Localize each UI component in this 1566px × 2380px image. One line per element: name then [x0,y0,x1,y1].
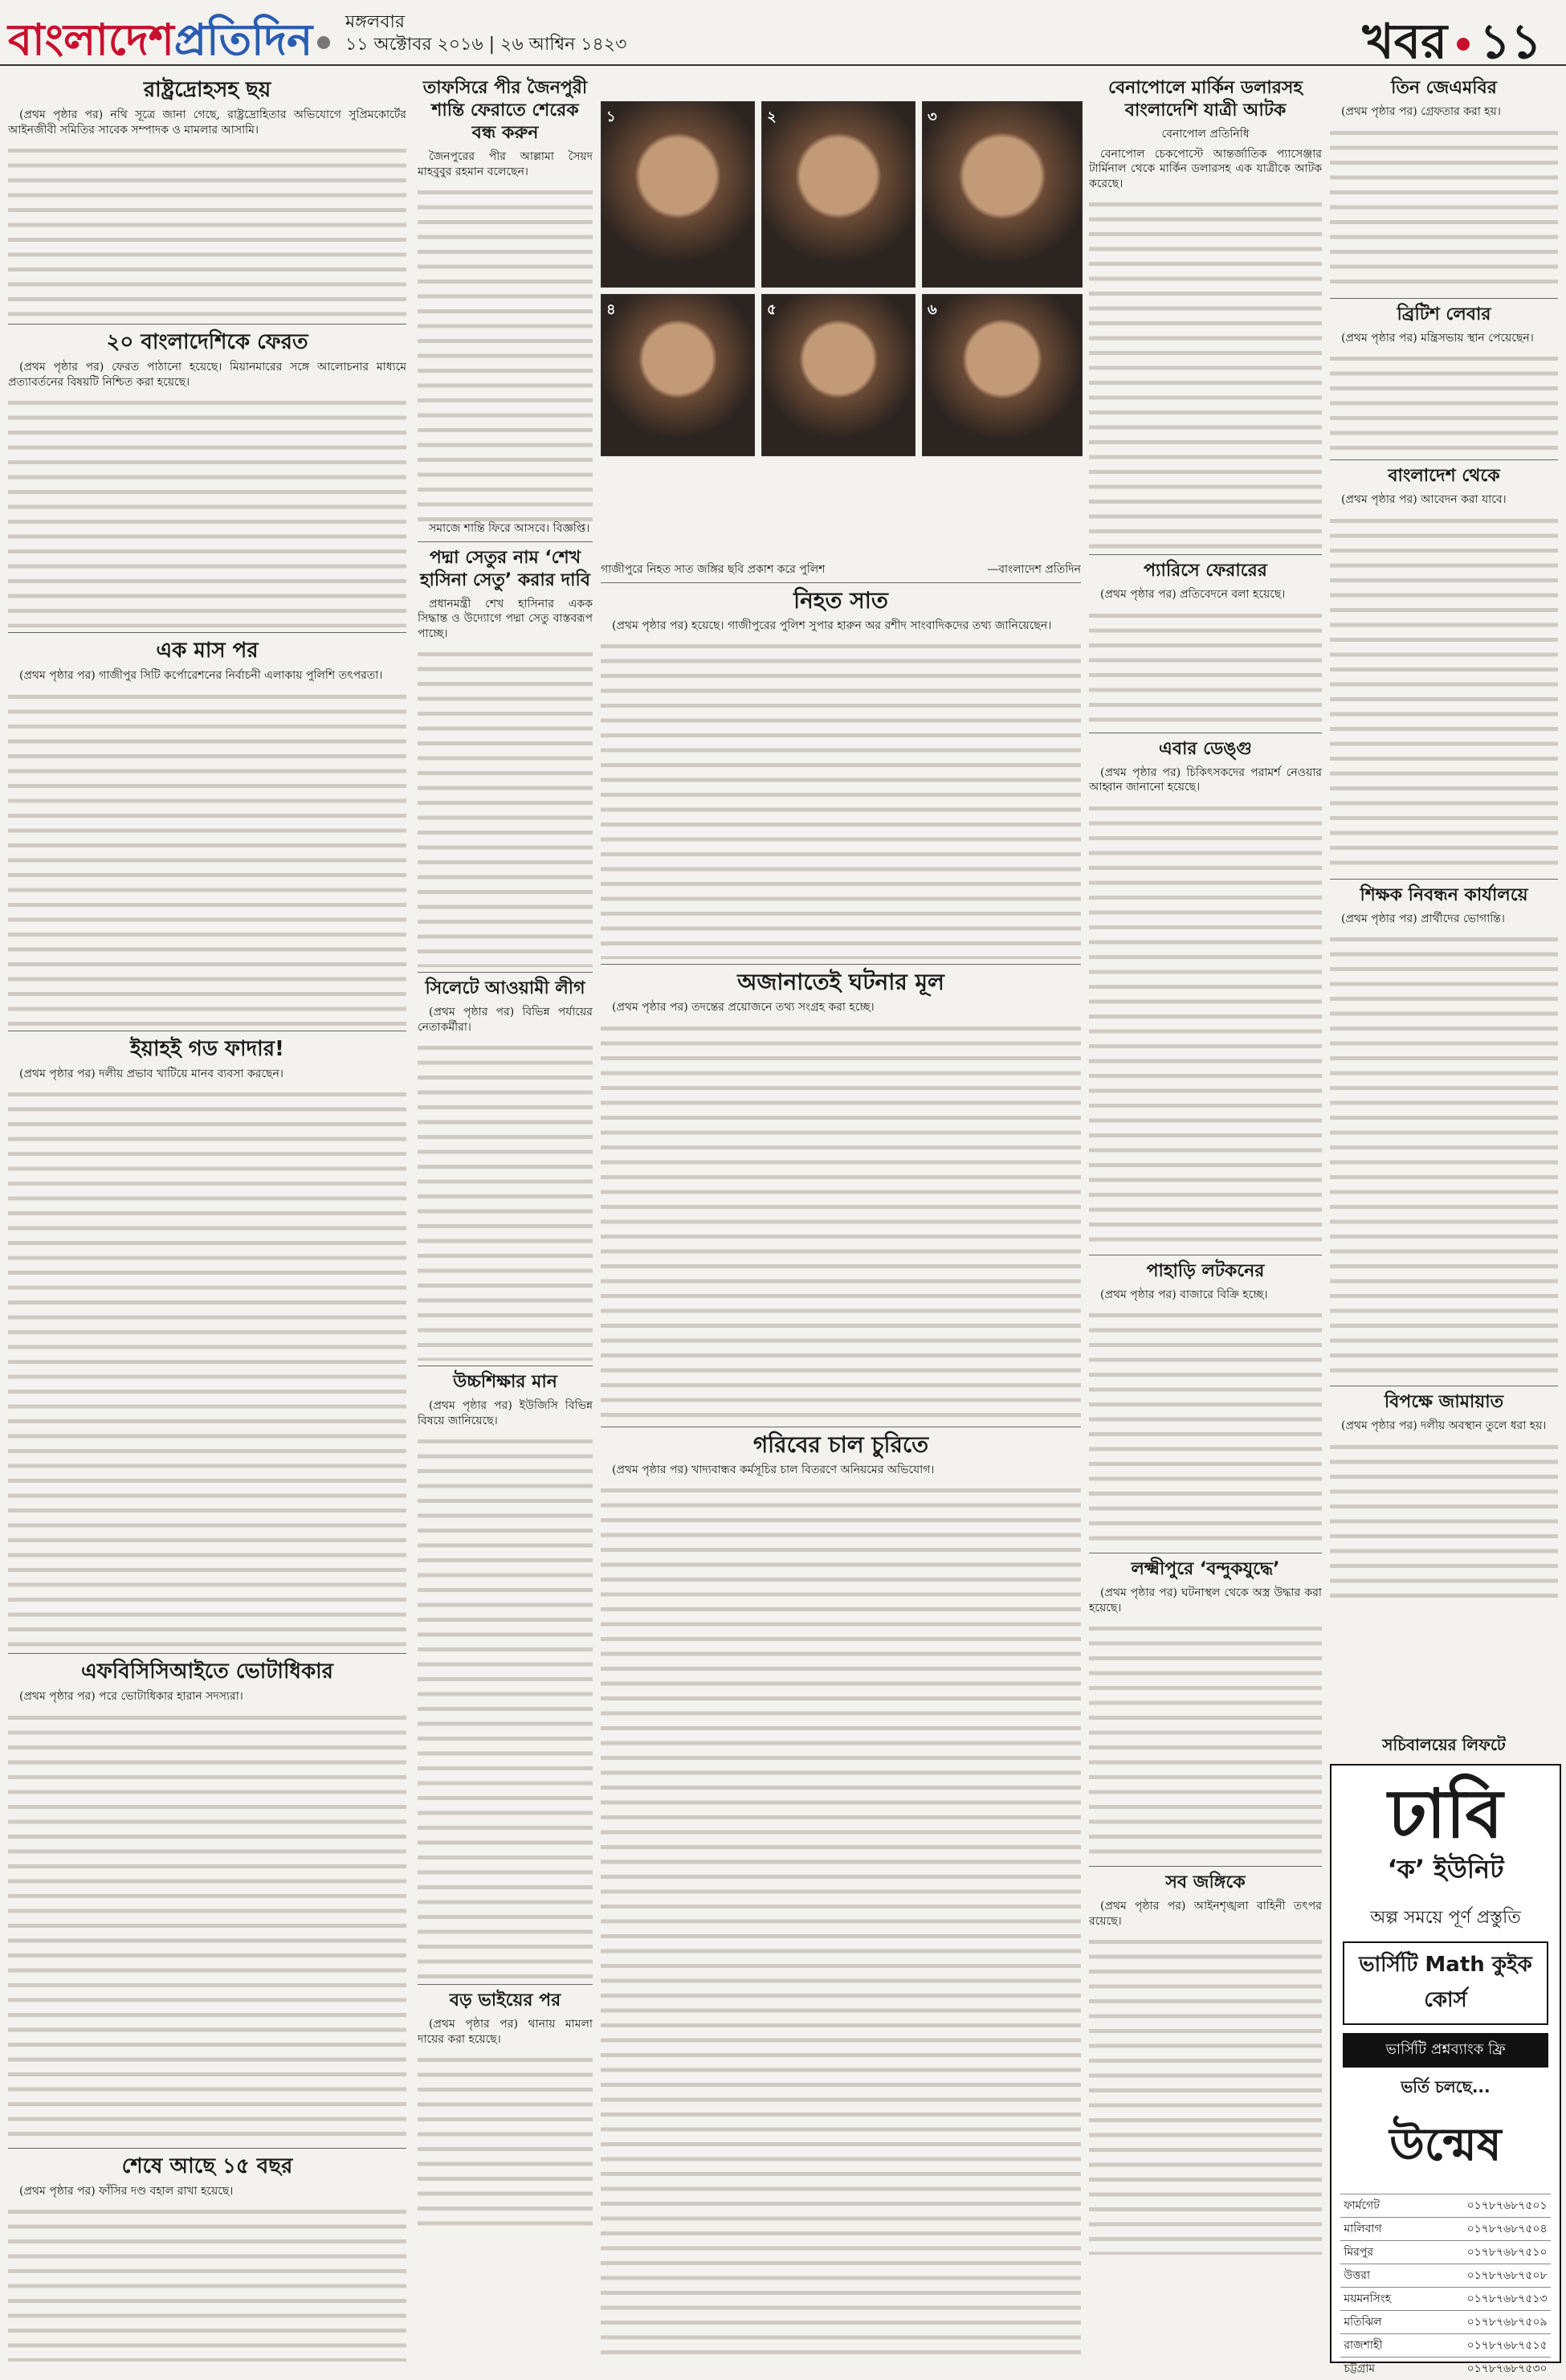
headline[interactable]: ২০ বাংলাদেশিকে ফেরত [8,329,406,355]
headline[interactable]: ইয়াহই গড ফাদার! [8,1036,406,1062]
headline[interactable]: অজানাতেই ঘটনার মূল [601,970,1081,995]
article-text: (প্রথম পৃষ্ঠার পর) দলীয় অবস্থান তুলে ধরা হয়। [1330,1419,1558,1434]
branch-name: উত্তরা [1340,2264,1421,2288]
branch-phone[interactable]: ০১৭৮৭৬৮৭৫১৩ [1421,2288,1550,2311]
coaching-advertisement[interactable] [1330,1764,1561,2363]
branch-phone[interactable]: ০১৭৮৭৬৮৭৫০৪ [1421,2218,1550,2241]
text-block [1330,350,1558,455]
text-block [1330,1439,1558,1599]
column-5-bottom [1330,1735,1558,1759]
branch-row [1340,2358,1550,2380]
text-block [8,2203,406,2362]
newspaper-logo [8,6,330,79]
photo-2[interactable]: ২ [761,101,916,288]
logo-part1: বাংলাদেশ [8,14,174,65]
text-block [1089,196,1322,549]
headline[interactable]: শিক্ষক নিবন্ধন কার্যালয়ে [1330,884,1558,907]
branch-row [1340,2194,1550,2218]
text-block [1089,1933,1322,2255]
article-text: (প্রথম পৃষ্ঠার পর) প্রার্থীদের ভোগান্তি। [1330,912,1558,927]
article-text: (প্রথম পৃষ্ঠার পর) গ্রেফতার করা হয়। [1330,104,1558,120]
article-text: (প্রথম পৃষ্ঠার পর) বিভিন্ন পর্যায়ের নেতাকর্মীরা। [418,1005,593,1035]
logo-dot-icon [317,36,330,49]
column-2 [418,72,593,2362]
column-1 [8,72,406,2362]
article-text: (প্রথম পৃষ্ঠার পর) ফাঁসির দণ্ড বহাল রাখা হয়েছে। [8,2184,406,2199]
headline[interactable]: রাষ্ট্রদ্রোহসহ ছয় [8,77,406,103]
branch-name: চট্টগ্রাম [1340,2358,1421,2380]
text-block [8,688,406,1026]
text-block [418,184,593,521]
text-block [1330,931,1558,1381]
headline[interactable]: তাফসিরে পীর জৈনপুরী শান্তি ফেরাতে শেরেক বন্ধ করুন [418,77,593,145]
branch-phone[interactable]: ০১৭৮৭৬৮৭৫০১ [1421,2194,1550,2218]
text-block [1330,512,1558,874]
branch-phone[interactable]: ০১৭৮৭৬৮৭৫১০ [1421,2241,1550,2264]
text-block [8,394,406,627]
article-text: প্রধানমন্ত্রী শেখ হাসিনার একক সিদ্ধান্ত ও উদ্যোগে পদ্মা সেতু বাস্তবরূপ পাচ্ছে। [418,597,593,642]
article-text: (প্রথম পৃষ্ঠার পর) ঘটনাস্থল থেকে অস্ত্র উদ্ধার করা হয়েছে। [1089,1586,1322,1615]
headline[interactable]: গরিবের চাল চুরিতে [601,1432,1081,1458]
text-block [8,1086,406,1648]
headline[interactable]: ব্রিটিশ লেবার [1330,304,1558,326]
ad-title: ঢাবি [1332,1778,1560,1849]
branch-phone[interactable]: ০১৭৮৭৬৮৭৫১৫ [1421,2334,1550,2358]
headline[interactable]: পাহাড়ি লটকনের [1089,1260,1322,1283]
article-text: (প্রথম পৃষ্ঠার পর) ইউজিসি বিভিন্ন বিষয়ে জানিয়েছে। [418,1398,593,1428]
headline[interactable]: বাংলাদেশ থেকে [1330,465,1558,488]
column-3 [601,562,1081,2362]
article-text: (প্রথম পৃষ্ঠার পর) চিকিৎসকদের পরামর্শ নেওয়ার আহ্বান জানানো হয়েছে। [1089,765,1322,795]
text-block [418,1433,593,1979]
branch-phone[interactable]: ০১৭৮৭৬৮৭৫০৯ [1421,2311,1550,2334]
text-block [8,1709,406,2143]
article-text: (প্রথম পৃষ্ঠার পর) মন্ত্রিসভায় স্থান পেয়েছেন। [1330,331,1558,346]
photo-6[interactable]: ৬ [922,294,1083,456]
text-block [601,1020,1081,1422]
issue-date [345,11,626,56]
article-text: (প্রথম পৃষ্ঠার পর) দলীয় প্রভাব খাটিয়ে মানব ব্যবসা করছেন। [8,1067,406,1082]
headline[interactable]: প্যারিসে ফেরারের [1089,560,1322,582]
text-block [418,1039,593,1361]
text-block [601,638,1081,959]
article-text: (প্রথম পৃষ্ঠার পর) প্রতিবেদনে বলা হয়েছে। [1089,587,1322,602]
branch-name: মালিবাগ [1340,2218,1421,2241]
logo-part2: প্রতিদিন [174,14,312,65]
branch-row [1340,2218,1550,2241]
text-block [1330,125,1558,293]
ad-admission: ভর্তি চলছে... [1332,2076,1560,2102]
branch-phone[interactable]: ০১৭৮৭৬৮৭৫০৮ [1421,2264,1550,2288]
column-5 [1330,72,1558,1759]
ad-course: ভার্সিটি Math কুইক কোর্স [1343,1941,1548,2025]
headline[interactable]: এফবিসিসিআইতে ভোটাধিকার [8,1659,406,1684]
text-block [418,646,593,967]
branch-name: ফার্মগেট [1340,2194,1421,2218]
article-text: জৈনপুরের পীর আল্লামা সৈয়দ মাহবুবুর রহমান বলেছেন। [418,149,593,179]
byline: বেনাপোল প্রতিনিধি [1089,127,1322,142]
headline[interactable]: বেনাপোলে মার্কিন ডলারসহ বাংলাদেশি যাত্রী আটক [1089,77,1322,122]
section-dot-icon [1457,38,1470,51]
branch-row [1340,2288,1550,2311]
date-line: ১১ অক্টোবর ২০১৬ | ২৬ আশ্বিন ১৪২৩ [345,34,626,56]
headline[interactable]: সব জঙ্গিকে [1089,1872,1322,1894]
branch-row [1340,2264,1550,2288]
branch-name: রাজশাহী [1340,2334,1421,2358]
page-number: ১১ [1479,14,1542,70]
text-block [1089,607,1322,728]
ad-unit: ‘ক’ ইউনিট [1332,1849,1560,1892]
headline[interactable]: উচ্চশিক্ষার মান [418,1371,593,1394]
text-block [1089,800,1322,1250]
text-block [1089,1620,1322,1861]
article-text: (প্রথম পৃষ্ঠার পর) আইনশৃঙ্খলা বাহিনী তৎপর রয়েছে। [1089,1899,1322,1929]
article-text: (প্রথম পৃষ্ঠার পর) আবেদন করা যাবে। [1330,492,1558,508]
article-text: (প্রথম পৃষ্ঠার পর) খাদ্যবান্ধব কর্মসূচির চাল বিতরণে অনিয়মের অভিযোগ। [601,1463,1081,1478]
masthead [0,0,1566,66]
headline[interactable]: সিলেটে আওয়ামী লীগ [418,978,593,1000]
headline[interactable]: লক্ষ্মীপুরে ‘বন্দুকযুদ্ধে’ [1089,1558,1322,1581]
headline[interactable]: নিহত সাত [601,588,1081,614]
article-text: (প্রথম পৃষ্ঠার পর) গাজীপুর সিটি কর্পোরেশনের নির্বাচনী এলাকায় পুলিশি তৎপরতা। [8,668,406,684]
branch-row [1340,2311,1550,2334]
photo-3[interactable]: ৩ [922,101,1083,288]
headline[interactable]: বড় ভাইয়ের পর [418,1990,593,2012]
article-text: (প্রথম পৃষ্ঠার পর) বাজারে বিক্রি হচ্ছে। [1089,1288,1322,1303]
headline[interactable]: এক মাস পর [8,638,406,663]
headline[interactable]: সচিবালয়ের লিফটে [1330,1735,1558,1754]
photo-5[interactable]: ৫ [761,294,916,456]
text-block [1089,1307,1322,1548]
column-4 [1089,72,1322,2362]
article-text: (প্রথম পৃষ্ঠার পর) তদন্তের প্রয়োজনে তথ্য সংগ্রহ করা হচ্ছে। [601,1000,1081,1015]
photo-4[interactable]: ৪ [601,294,755,456]
text-block [8,142,406,319]
headline[interactable]: তিন জেএমবির [1330,77,1558,100]
article-text: (প্রথম পৃষ্ঠার পর) থানায় মামলা দায়ের করা হয়েছে। [418,2017,593,2047]
ad-offer: ভার্সিটি প্রশ্নব্যাংক ফ্রি [1343,2033,1548,2068]
branch-phone[interactable]: ০১৭৮৭৬৮৭৫৩০ [1421,2358,1550,2380]
headline[interactable]: এবার ডেঙ্গু [1089,738,1322,761]
ad-brand: উন্মেষ [1332,2110,1560,2186]
article-text: বেনাপোল চেকপোস্টে আন্তর্জাতিক প্যাসেঞ্জার টার্মিনাল থেকে মার্কিন ডলারসহ এক যাত্রীকে আটক করেছে। [1089,147,1322,192]
branch-row [1340,2241,1550,2264]
weekday: মঙ্গলবার [345,11,626,34]
section-name: খবর [1362,14,1447,70]
branch-name: মিরপুর [1340,2241,1421,2264]
ad-tagline: অল্প সময়ে পূর্ণ প্রস্তুতি [1332,1904,1560,1933]
branch-name: ময়মনসিংহ [1340,2288,1421,2311]
text-block [601,1482,1081,2362]
article-text: (প্রথম পৃষ্ঠার পর) নথি সূত্রে জানা গেছে, রাষ্ট্রদ্রোহিতার অভিযোগে সুপ্রিমকোর্টের আইনজীবী সমিতির সাবেক সম্পাদক ও মামলার আসামি। [8,108,406,137]
text-block [418,2051,593,2228]
branch-row [1340,2334,1550,2358]
headline[interactable]: বিপক্ষে জামায়াত [1330,1391,1558,1414]
headline[interactable]: শেষে আছে ১৫ বছর [8,2153,406,2179]
article-text: (প্রথম পৃষ্ঠার পর) ফেরত পাঠানো হয়েছে। মিয়ানমারের সঙ্গে আলোচনার মাধ্যমে প্রত্যাবর্তনের বিষয়টি নিশ্চিত করা হয়েছে। [8,360,406,390]
article-text: সমাজে শান্তি ফিরে আসবে। বিজ্ঞপ্তি। [418,521,593,537]
photo-caption: গাজীপুরে নিহত সাত জঙ্গির ছবি প্রকাশ করে পুলিশ —বাংলাদেশ প্রতিদিন [601,562,1081,578]
photo-1[interactable]: ১ [601,101,755,288]
article-text: (প্রথম পৃষ্ঠার পর) হয়েছে। গাজীপুরের পুলিশ সুপার হারুন অর রশীদ সাংবাদিকদের তথ্য জানিয়েছেন। [601,618,1081,634]
article-text: (প্রথম পৃষ্ঠার পর) পরে ভোটাধিকার হারান সদস্যরা। [8,1689,406,1704]
branch-table [1340,2194,1550,2380]
headline[interactable]: পদ্মা সেতুর নাম ‘শেখ হাসিনা সেতু’ করার দাবি [418,547,593,592]
branch-name: মতিঝিল [1340,2311,1421,2334]
